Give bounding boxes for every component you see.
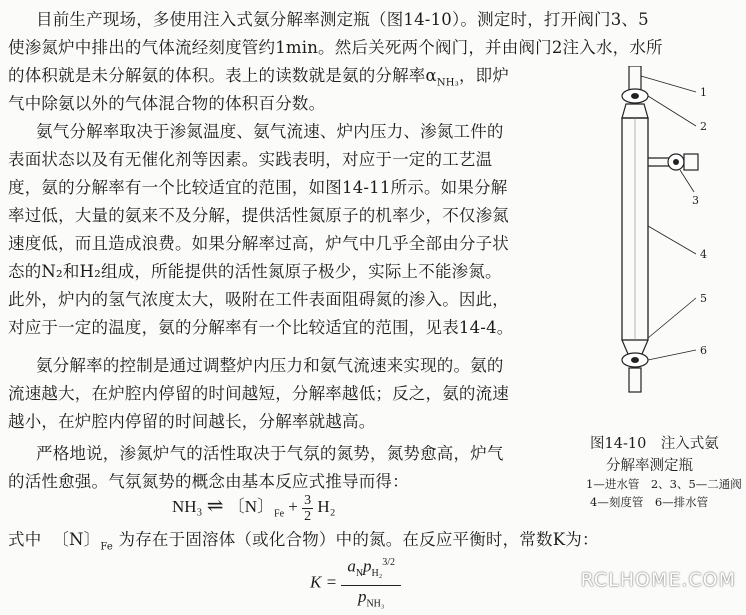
watermark: RCLHOME.COM <box>580 569 736 591</box>
figure-legend-1: 1—进水管 2、3、5—二通阀 <box>586 477 742 491</box>
text-line-4: 气中除氨以外的气体混合物的体积百分数。 <box>8 94 326 113</box>
figure-label-5: 5 <box>700 292 707 305</box>
text-line-6: 表面状态以及有无催化剂等因素。实践表明，对应于一定的工艺温 <box>8 150 493 169</box>
figure-label-6: 6 <box>700 344 707 357</box>
text-line-10: 态的N₂和H₂组成，所能提供的活性氮原子极少，实际上不能渗氮。 <box>8 262 502 281</box>
text-line-15: 越小，在炉腔内停留的时间越长，分解率就越高。 <box>8 412 376 431</box>
figure-label-2: 2 <box>700 120 707 133</box>
text-line-5: 氨气分解率取决于渗氮温度、氨气流速、炉内压力、渗氮工件的 <box>36 122 504 141</box>
figure-caption-title-2: 分解率测定瓶 <box>606 458 693 474</box>
figure-label-4: 4 <box>700 248 707 261</box>
text-line-13: 氨分解率的控制是通过调整炉内压力和氨气流速来实现的。氨的 <box>36 356 504 375</box>
text-line-shizhong: 式中 〔N〕$_{Fe}$ 为存在于固溶体（或化合物）中的氮。在反应平衡时，常数K为： <box>8 530 599 553</box>
fraction-three-halves: $\frac{3}{2}$ <box>304 492 312 524</box>
text-line-2: 使渗氮炉中排出的气体流经刻度管约1min。然后关死两个阀门，并由阀门2注入水，水所 <box>8 38 663 57</box>
figure-label-3: 3 <box>692 194 699 207</box>
reaction-formula: NH₃ ⇌ 〔N〕$_{Fe}$ + $\frac{3}{2}$ H₂ <box>172 492 336 524</box>
figure-legend-2: 4—刻度管 6—排水管 <box>590 495 709 509</box>
ammonia-analyzer-figure <box>592 66 742 426</box>
text-line-14: 流速越大，在炉腔内停留的时间越短，分解率越低；反之，氨的流速 <box>8 384 509 403</box>
text-line-8: 率过低，大量的氨来不及分解，提供活性氮原子的机率少，不仅渗氮 <box>8 206 509 225</box>
text-line-16: 严格地说，渗氮炉气的活性取决于气氛的氮势，氮势愈高，炉气 <box>36 444 504 463</box>
figure-label-1: 1 <box>700 86 707 99</box>
text-line-11: 此外，炉内的氢气浓度太大，吸附在工件表面阻碍氮的渗入。因此， <box>8 290 509 309</box>
text-line-7: 度，氨的分解率有一个比较适宜的范围，如图14-11所示。如果分解 <box>8 178 508 197</box>
equilibrium-fraction: $\frac{a_Np_{H_2}^{3/2}}{p_{NH_3}}$ <box>341 552 401 615</box>
text-line-17: 的活性愈强。气氛氮势的概念由基本反应式推导而得： <box>8 472 409 491</box>
figure-caption-title: 图14-10 注入式氨 <box>590 436 719 452</box>
text-line-3: 的体积就是未分解氨的体积。表上的读数就是氨的分解率$\alpha_{NH_3}$，即炉 <box>8 66 510 89</box>
text-line-1: 目前生产现场，多使用注入式氨分解率测定瓶（图14-10）。测定时，打开阀门3、5 <box>36 10 649 29</box>
text-line-9: 速度低，而且造成浪费。如果分解率过高，炉气中几乎全部由分子状 <box>8 234 509 253</box>
equilibrium-formula: K = $\frac{a_Np_{H_2}^{3/2}}{p_{NH_3}}$ <box>310 552 401 615</box>
text-line-12: 对应于一定的温度，氨的分解率有一个比较适宜的范围，见表14-4。 <box>8 318 514 337</box>
